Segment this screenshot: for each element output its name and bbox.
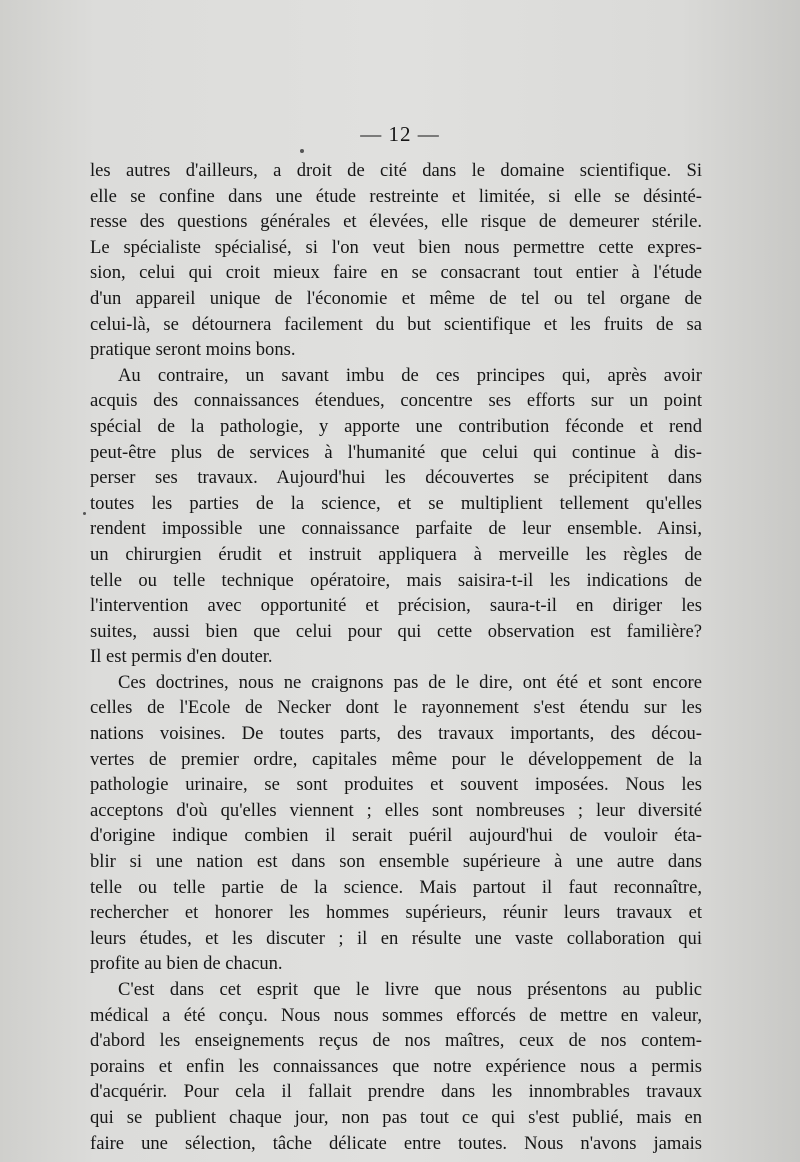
text-line: nations voisines. De toutes parts, des travaux importants, des décou-	[90, 723, 702, 745]
text-line: pathologie urinaire, se sont produites et souvent imposées. Nous les	[90, 774, 702, 796]
text-line: d'abord les enseignements reçus de nos maîtres, ceux de nos contem-	[90, 1030, 702, 1052]
text-line: spécial de la pathologie, y apporte une contribution féconde et rend	[90, 415, 702, 437]
ink-speck	[83, 512, 86, 515]
text-line: d'origine indique combien il serait puéril aujourd'hui de vouloir éta-	[90, 825, 702, 847]
text-line: toutes les parties de la science, et se multiplient tellement qu'elles	[90, 492, 702, 514]
text-line: elle se confine dans une étude restreinte et limitée, si elle se désinté-	[90, 185, 702, 207]
text-line: Ces doctrines, nous ne craignons pas de le dire, ont été et sont encore	[118, 671, 702, 693]
text-line: sion, celui qui croit mieux faire en se consacrant tout entier à l'étude	[90, 262, 702, 284]
paragraph-2	[90, 363, 702, 670]
text-line: leurs études, et les discuter ; il en résulte une vaste collaboration qui	[90, 927, 702, 949]
text-line: acquis des connaissances étendues, concentre ses efforts sur un point	[90, 390, 702, 412]
text-line: perser ses travaux. Aujourd'hui les découvertes se précipitent dans	[90, 467, 702, 489]
text-line: Il est permis d'en douter.	[90, 646, 273, 668]
text-line: les autres d'ailleurs, a droit de cité dans le domaine scientifique. Si	[90, 160, 702, 181]
text-line: qui se publient chaque jour, non pas tout ce qui s'est publié, mais en	[90, 1106, 702, 1128]
text-line: blir si une nation est dans son ensemble supérieure à une autre dans	[90, 851, 702, 873]
text-line: telle ou telle technique opératoire, mais saisira-t-il les indications de	[90, 569, 702, 591]
text-line: celles de l'Ecole de Necker dont le rayonnement s'est étendu sur les	[90, 697, 702, 719]
text-line: médical a été conçu. Nous nous sommes efforcés de mettre en valeur,	[90, 1004, 702, 1026]
page-number: — 12 —	[360, 122, 440, 146]
text-line: Au contraire, un savant imbu de ces principes qui, après avoir	[118, 364, 702, 386]
text-line: faire une sélection, tâche délicate entre toutes. Nous n'avons jamais	[90, 1132, 702, 1154]
text-line: porains et enfin les connaissances que notre expérience nous a permis	[90, 1055, 702, 1077]
ink-speck	[300, 149, 304, 153]
text-line: Le spécialiste spécialisé, si l'on veut bien nous permettre cette expres-	[90, 236, 702, 258]
text-line: vertes de premier ordre, capitales même pour le développement de la	[90, 748, 702, 770]
text-line: telle ou telle partie de la science. Mais partout il faut reconnaître,	[90, 876, 702, 898]
text-line: l'intervention avec opportunité et précision, saura-t-il en diriger les	[90, 595, 702, 617]
text-line: d'un appareil unique de l'économie et même de tel ou tel organe de	[90, 287, 702, 309]
text-line: d'acquérir. Pour cela il fallait prendre dans les innombrables travaux	[90, 1081, 702, 1103]
text-line: C'est dans cet esprit que le livre que nous présentons au public	[118, 979, 702, 1000]
paragraph-3	[90, 670, 702, 977]
text-line: pratique seront moins bons.	[90, 339, 296, 361]
text-line: resse des questions générales et élevées, elle risque de demeurer stérile.	[90, 211, 702, 233]
text-line: rechercher et honorer les hommes supérieurs, réunir leurs travaux et	[90, 902, 702, 924]
text-line: rendent impossible une connaissance parfaite de leur ensemble. Ainsi,	[90, 518, 702, 540]
text-line: suites, aussi bien que celui pour qui cette observation est familière?	[90, 620, 702, 642]
text-line: profite au bien de chacun.	[90, 953, 283, 975]
text-line: un chirurgien érudit et instruit appliquera à merveille les règles de	[90, 543, 702, 565]
paragraph-1	[90, 158, 702, 363]
body-text	[90, 158, 702, 1156]
paragraph-4	[90, 977, 702, 1156]
text-line: celui-là, se détournera facilement du but scientifique et les fruits de sa	[90, 313, 702, 335]
text-line: peut-être plus de services à l'humanité que celui qui continue à dis-	[90, 441, 702, 463]
text-line: acceptons d'où qu'elles viennent ; elles sont nombreuses ; leur diversité	[90, 799, 702, 821]
